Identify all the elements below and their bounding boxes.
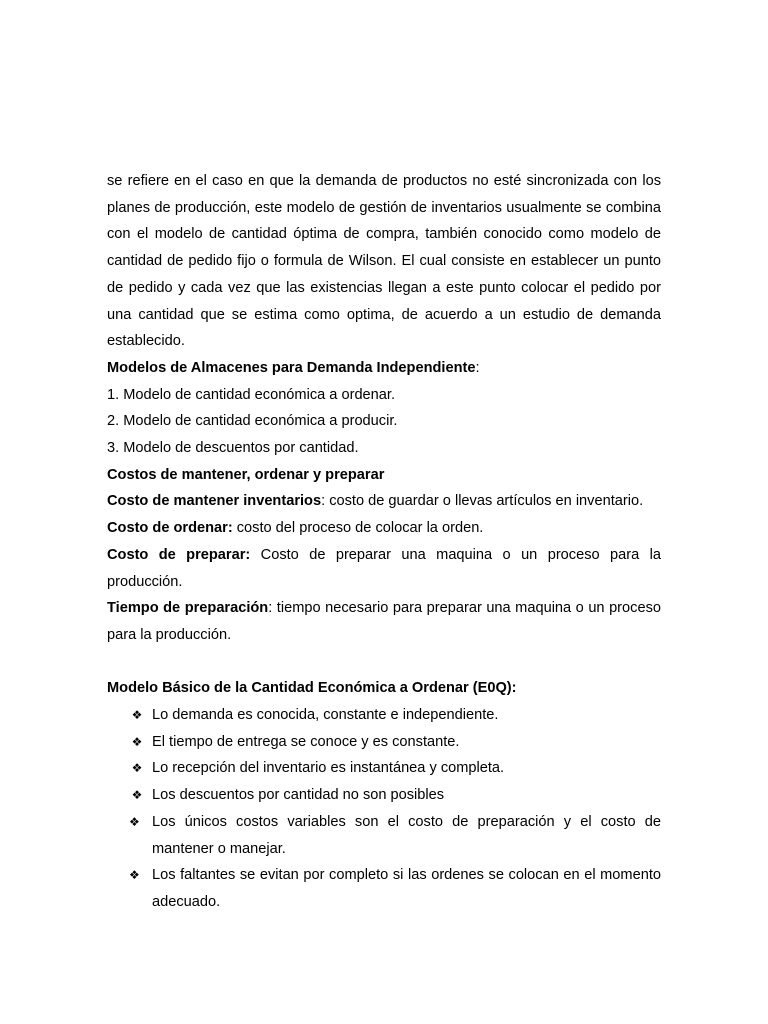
definition-setup-time: [107, 595, 661, 648]
list-item-text: Lo demanda es conocida, constante e independiente.: [152, 707, 499, 724]
list-item: [107, 862, 661, 915]
list-item: [107, 782, 661, 809]
list-item: [107, 809, 661, 862]
list-item: [107, 729, 661, 756]
model-item: 1. Modelo de cantidad económica a ordenar.: [107, 386, 396, 403]
diamond-bullet-icon: ❖: [131, 708, 143, 723]
models-heading: Modelos de Almacenes para Demanda Independiente: [107, 359, 476, 376]
costs-heading-text: Costos de mantener, ordenar y preparar: [107, 466, 385, 483]
list-item-text: Los faltantes se evitan por completo si las ordenes se colocan en el momento adecuado.: [152, 867, 661, 910]
intro-paragraph: se refiere en el caso en que la demanda de productos no esté sincronizada con los planes de producción, este modelo de gestión de inventarios usualmente se combina con el modelo de cantidad óptima de compra, también conocido como modelo de cantidad de pedido fijo o formula de Wilson. El cual consiste en establecer un punto de pedido y cada vez que las existencias llegan a este punto colocar el pedido por una cantidad que se estima como optima, de acuerdo a un estudio de demanda establecido.: [107, 173, 661, 350]
definition-term: Costo de mantener inventarios: [107, 493, 322, 510]
models-heading-line: [107, 355, 661, 382]
definition-setup-cost: [107, 542, 661, 595]
definition-text: : costo de guardar o llevas artículos en inventario.: [321, 493, 644, 510]
definition-term: Tiempo de preparación: [107, 600, 269, 617]
diamond-bullet-icon: ❖: [131, 788, 143, 803]
list-item: [107, 755, 661, 782]
eoq-assumptions-list: [107, 702, 661, 916]
models-heading-colon: :: [475, 359, 480, 376]
blank-line: [107, 649, 661, 676]
diamond-bullet-icon: ❖: [129, 868, 140, 883]
list-item-text: Los descuentos por cantidad no son posibles: [152, 787, 445, 804]
costs-heading: [107, 462, 661, 489]
eoq-heading: [107, 675, 661, 702]
definition-holding-cost: [107, 488, 661, 515]
diamond-bullet-icon: ❖: [131, 734, 143, 749]
definition-term: Costo de preparar:: [107, 546, 251, 563]
list-item-text: Los únicos costos variables son el costo de preparación y el costo de mantener o manejar.: [152, 813, 661, 857]
diamond-bullet-icon: ❖: [131, 761, 143, 776]
list-item-text: El tiempo de entrega se conoce y es constante.: [152, 733, 460, 750]
model-item: 2. Modelo de cantidad económica a producir.: [107, 413, 398, 430]
list-item: [107, 702, 661, 729]
list-item-text: Lo recepción del inventario es instantánea y completa.: [152, 760, 505, 777]
model-item: 3. Modelo de descuentos por cantidad.: [107, 440, 359, 457]
eoq-heading-text: Modelo Básico de la Cantidad Económica a Ordenar (E0Q):: [107, 680, 517, 697]
definition-text: costo del proceso de colocar la orden.: [232, 520, 484, 537]
definition-ordering-cost: [107, 515, 661, 542]
definition-term: Costo de ordenar:: [107, 520, 233, 537]
definition-text: : tiempo necesario para preparar una maquina o un proceso para la producción.: [107, 600, 661, 643]
diamond-bullet-icon: ❖: [129, 814, 140, 829]
definition-text: Costo de preparar una maquina o un proceso para la producción.: [107, 546, 661, 590]
document-body: [107, 168, 661, 916]
